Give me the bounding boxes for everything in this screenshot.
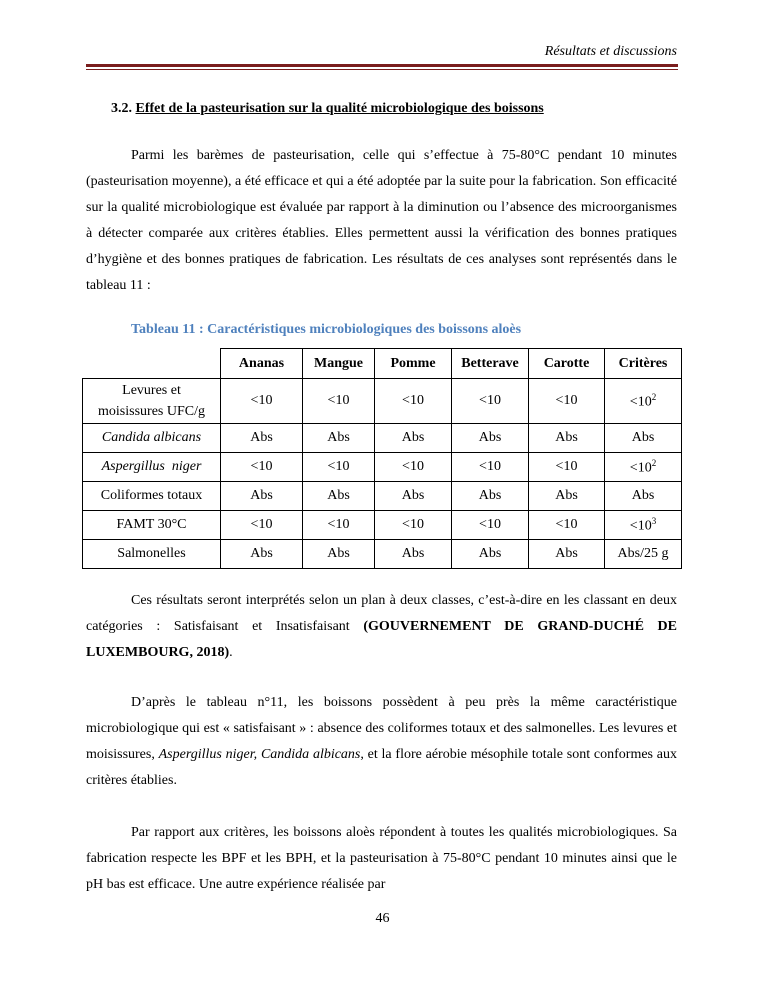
table-cell: Abs — [452, 424, 529, 453]
table-corner-cell — [83, 349, 221, 379]
table-row — [83, 379, 682, 424]
table-cell: <10 — [452, 511, 529, 540]
table-row — [83, 453, 682, 482]
column-header: Mangue — [303, 349, 375, 379]
table-cell: <10 — [452, 379, 529, 424]
page-number: 46 — [375, 911, 390, 926]
table-cell: Abs — [452, 540, 529, 569]
criteria-exponent: 2 — [651, 391, 657, 402]
column-header: Pomme — [375, 349, 452, 379]
paragraph-conclusion: Par rapport aux critères, les boissons aloès répondent à toutes les qualités microbiologiques. Sa fabrication respecte les BPF et les BPH, et la pasteurisation à 75-80°C pendant 10 minutes ainsi que le pH bas est efficace. Une autre expérience réalisée par — [86, 825, 677, 892]
table-cell: <10 — [529, 379, 605, 424]
table-cell: <10 — [221, 453, 303, 482]
table-cell: Abs — [221, 424, 303, 453]
row-label: Candida albicans — [83, 424, 221, 453]
header-rule-thin — [86, 69, 678, 70]
table-cell: <10 — [375, 379, 452, 424]
criteria-cell: Abs — [605, 424, 682, 453]
column-header: Ananas — [221, 349, 303, 379]
criteria-base: <10 — [629, 518, 652, 534]
table-cell: <10 — [375, 511, 452, 540]
section-title: Effet de la pasteurisation sur la qualité microbiologique des boissons — [135, 101, 544, 116]
table-cell: Abs — [529, 424, 605, 453]
table-row — [83, 482, 682, 511]
paragraph-text: . — [229, 645, 233, 660]
paragraph-text: , et la flore aérobie mésophile totale sont conformes aux critères établies. — [86, 747, 677, 788]
criteria-cell: Abs — [605, 482, 682, 511]
row-label: Salmonelles — [83, 540, 221, 569]
column-header: Carotte — [529, 349, 605, 379]
row-label — [83, 379, 221, 424]
row-label: FAMT 30°C — [83, 511, 221, 540]
row-label: Aspergillus niger — [83, 453, 221, 482]
table-row — [83, 424, 682, 453]
paragraph-classification — [86, 588, 677, 666]
table-cell: <10 — [221, 511, 303, 540]
table-row — [83, 540, 682, 569]
table-cell: Abs — [375, 540, 452, 569]
row-label-line: moisissures UFC/g — [98, 404, 205, 419]
table-cell: <10 — [303, 511, 375, 540]
table-caption: Tableau 11 : Caractéristiques microbiologiques des boissons aloès — [131, 322, 522, 337]
table-cell: Abs — [529, 540, 605, 569]
column-header: Betterave — [452, 349, 529, 379]
table-cell: Abs — [221, 482, 303, 511]
criteria-base: <10 — [629, 394, 652, 410]
row-label: Coliformes totaux — [83, 482, 221, 511]
table-header-row — [83, 349, 682, 379]
criteria-cell — [605, 379, 682, 424]
paragraph-intro: Parmi les barèmes de pasteurisation, celle qui s’effectue à 75-80°C pendant 10 minutes (pasteurisation moyenne), a été efficace et qui a été adoptée par la suite pour la fabrication. Son efficacité sur la qualité microbiologique est évaluée par rapport à la diminution ou l’absence des microorganismes à détecter comparée aux critères établies. Elles permettent aussi la vérification des bonnes pratiques d’hygiène et des bonnes pratiques de fabrication. Les résultats de ces analyses sont représentés dans le tableau 11 : — [86, 148, 677, 293]
section-heading — [111, 101, 544, 117]
table-cell: Abs — [375, 424, 452, 453]
table-cell: <10 — [303, 453, 375, 482]
criteria-cell — [605, 511, 682, 540]
table-cell: <10 — [452, 453, 529, 482]
table-cell: <10 — [375, 453, 452, 482]
table-cell: Abs — [221, 540, 303, 569]
table-cell: Abs — [303, 540, 375, 569]
table-cell: Abs — [452, 482, 529, 511]
table-cell: <10 — [529, 511, 605, 540]
paragraph-text: Ces résultats seront interprétés selon un plan à deux classes, c’est-à-dire en les classant en deux catégories : Satisfaisant et Insatisfaisant — [86, 593, 677, 634]
row-label-line: Levures et — [122, 383, 181, 398]
table-cell: Abs — [529, 482, 605, 511]
table-cell: Abs — [303, 424, 375, 453]
section-number: 3.2. — [111, 101, 132, 116]
criteria-cell: Abs/25 g — [605, 540, 682, 569]
table-row — [83, 511, 682, 540]
citation-reference: (GOUVERNEMENT DE GRAND-DUCHÉ DE LUXEMBOURG, 2018) — [86, 619, 677, 660]
paragraph-interpretation — [86, 690, 677, 794]
running-header-title: Résultats et discussions — [544, 44, 677, 59]
column-header: Critères — [605, 349, 682, 379]
criteria-base: <10 — [629, 460, 652, 476]
criteria-exponent: 3 — [651, 515, 657, 526]
table-cell: Abs — [303, 482, 375, 511]
criteria-cell — [605, 453, 682, 482]
paragraph-text: D’après le tableau n°11, les boissons possèdent à peu près la même caractéristique microbiologique qui est « satisfaisant » : absence des coliformes totaux et des salmonelles. Les levures et moisissures, — [86, 695, 677, 762]
table-cell: <10 — [529, 453, 605, 482]
criteria-exponent: 2 — [651, 457, 657, 468]
table-cell: <10 — [221, 379, 303, 424]
microbiology-table — [82, 348, 682, 569]
table-cell: Abs — [375, 482, 452, 511]
species-names: Aspergillus niger, Candida albicans — [158, 747, 361, 762]
header-rule — [86, 64, 678, 67]
table-cell: <10 — [303, 379, 375, 424]
